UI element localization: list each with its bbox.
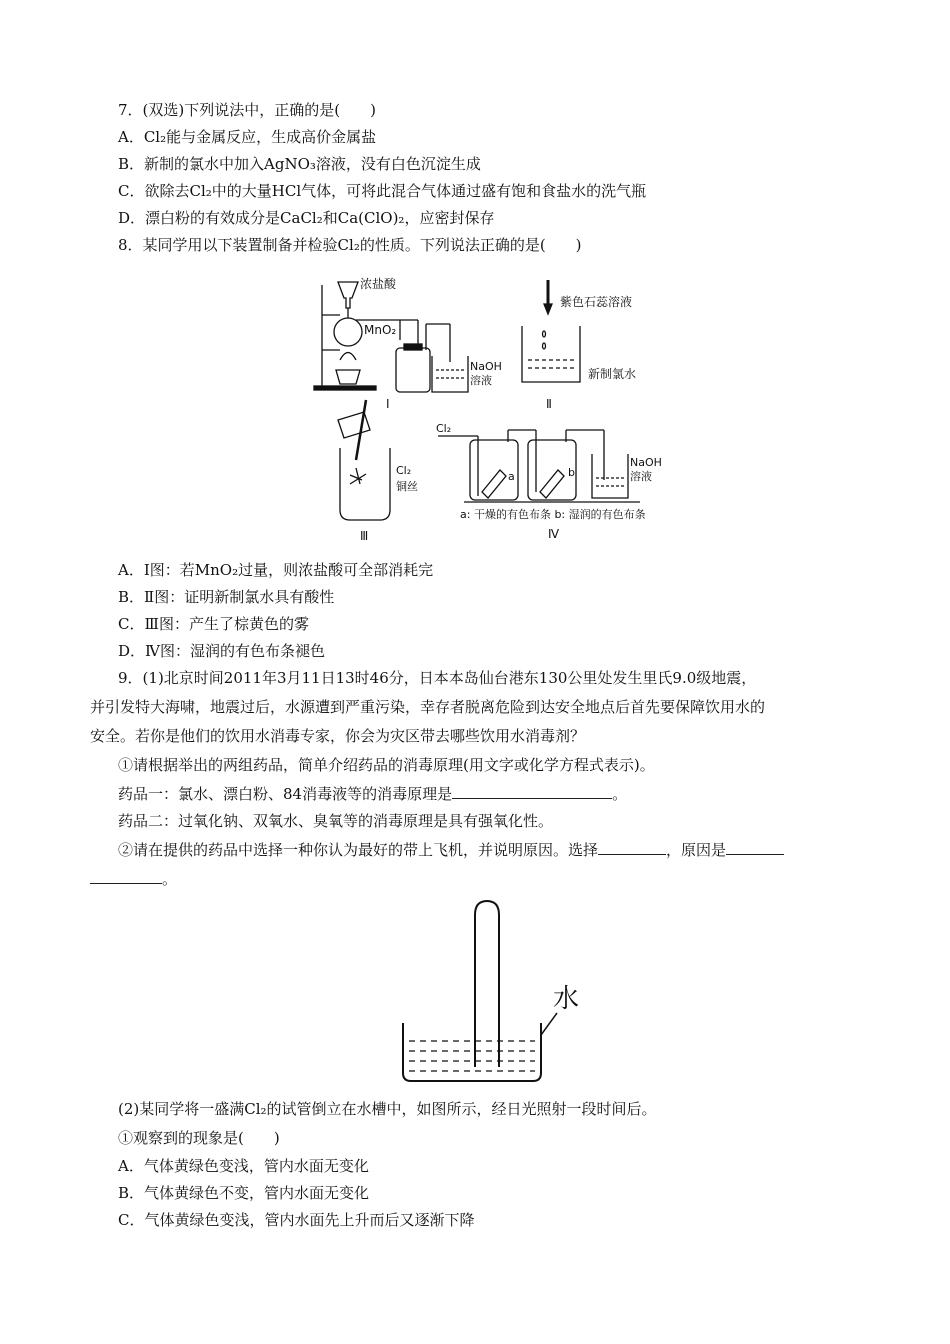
stand-base xyxy=(314,386,376,390)
label-naoh-1: NaOH xyxy=(470,360,502,373)
q9-para-line-2: 并引发特大海啸，地震过后，水源遭到严重污染，幸存者脱离危险到达安全地点后首先要保障饮用水的 xyxy=(90,698,766,716)
q8-apparatus-figure xyxy=(300,270,700,550)
q8-option-c[interactable]: C．Ⅲ图：产生了棕黄色的雾 xyxy=(118,615,309,633)
q7-option-c[interactable]: C．欲除去Cl₂中的大量HCl气体，可将此混合气体通过盛有饱和食盐水的洗气瓶 xyxy=(118,182,647,200)
q9-drug1-end: 。 xyxy=(612,785,628,803)
copper-wire xyxy=(356,400,366,460)
q9-sub2 xyxy=(118,840,784,860)
q9-part2-option-a[interactable]: A．气体黄绿色变浅，管内水面无变化 xyxy=(118,1157,369,1175)
q9-sub2-text-b: ，原因是 xyxy=(666,841,727,859)
q8-option-d[interactable]: D．Ⅳ图：湿润的有色布条褪色 xyxy=(118,642,326,660)
q7-option-b[interactable]: B．新制的氯水中加入AgNO₃溶液，没有白色沉淀生成 xyxy=(118,155,481,173)
beaker-2 xyxy=(522,326,580,382)
water-pointer xyxy=(541,1013,557,1035)
label-litmus: 紫色石蕊溶液 xyxy=(560,295,633,309)
alcohol-lamp xyxy=(336,370,360,384)
q9-drug1 xyxy=(118,784,627,804)
q9-para-line-1: 9．(1)北京时间2011年3月11日13时46分，日本本岛仙台港东130公里处发生里氏9.0级地震， xyxy=(118,669,757,687)
q9-part2-sub1: ①观察到的现象是( ) xyxy=(118,1129,280,1147)
q8-stem: 8．某同学用以下装置制备并检验Cl₂的性质。下列说法正确的是( ) xyxy=(118,236,582,254)
label-hcl: 浓盐酸 xyxy=(360,277,397,291)
label-roman-3: Ⅲ xyxy=(360,529,369,543)
q7-option-d[interactable]: D．漂白粉的有效成分是CaCl₂和Ca(ClO)₂，应密封保存 xyxy=(118,209,495,227)
q9-part2-option-c[interactable]: C．气体黄绿色变浅，管内水面先上升而后又逐渐下降 xyxy=(118,1211,475,1229)
q9-sub1: ①请根据举出的两组药品，简单介绍药品的消毒原理(用文字或化学方程式表示)。 xyxy=(118,756,655,774)
water-trough xyxy=(403,1023,541,1081)
q9-part2-option-b[interactable]: B．气体黄绿色不变，管内水面无变化 xyxy=(118,1184,370,1202)
label-rongye-1: 溶液 xyxy=(470,374,492,387)
naoh-beaker-2 xyxy=(592,454,628,498)
q7-option-a[interactable]: A．Cl₂能与金属反应，生成高价金属盐 xyxy=(118,128,377,146)
label-rongye-2: 溶液 xyxy=(630,470,652,483)
q9-reason-blank-1[interactable] xyxy=(726,840,784,855)
label-chlorine-water: 新制氯水 xyxy=(588,367,637,381)
q9-choice-blank[interactable] xyxy=(598,840,666,855)
q8-option-a[interactable]: A．Ⅰ图：若MnO₂过量，则浓盐酸可全部消耗完 xyxy=(118,561,434,579)
water-label: 水 xyxy=(553,984,580,1014)
label-cl2-a: Cl₂ xyxy=(396,464,412,477)
label-roman-4: Ⅳ xyxy=(548,527,560,541)
q9-test-tube-figure xyxy=(395,895,610,1090)
test-tube-right-wall xyxy=(475,901,499,1067)
q9-drug1-blank[interactable] xyxy=(452,784,612,799)
label-copper: 铜丝 xyxy=(396,480,418,493)
q9-drug2: 药品二：过氧化钠、双氧水、臭氧等的消毒原理是具有强氧化性。 xyxy=(118,812,554,830)
label-roman-2: Ⅱ xyxy=(546,397,552,411)
round-flask xyxy=(334,318,362,346)
gas-bottle-1 xyxy=(396,348,430,392)
q9-sub2-cont xyxy=(90,869,177,889)
gas-jar-3 xyxy=(340,448,390,520)
label-mno2: MnO₂ xyxy=(364,323,397,337)
label-b: b xyxy=(568,466,575,479)
dry-cloth-strip xyxy=(482,470,506,498)
q9-sub2-end: 。 xyxy=(162,870,178,888)
flame xyxy=(340,353,356,361)
q8-option-b[interactable]: B．Ⅱ图：证明新制氯水具有酸性 xyxy=(118,588,335,606)
q9-reason-blank-2[interactable] xyxy=(90,869,162,884)
label-naoh-2: NaOH xyxy=(630,456,662,469)
label-roman-1: Ⅰ xyxy=(386,397,390,411)
burning-sparks xyxy=(350,468,366,484)
q7-stem: 7．(双选)下列说法中，正确的是( ) xyxy=(118,101,376,119)
wet-cloth-strip xyxy=(540,470,564,498)
q9-part2: (2)某同学将一盛满Cl₂的试管倒立在水槽中，如图所示，经日光照射一段时间后。 xyxy=(118,1100,657,1118)
separatory-funnel xyxy=(338,282,358,308)
glass-plate xyxy=(338,412,370,438)
label-strip-note: a: 干燥的有色布条 b: 湿润的有色布条 xyxy=(460,508,646,521)
q9-drug1-text: 药品一：氯水、漂白粉、84消毒液等的消毒原理是 xyxy=(118,785,453,803)
q9-sub2-text-a: ②请在提供的药品中选择一种你认为最好的带上飞机，并说明原因。选择 xyxy=(118,841,599,859)
q9-para-line-3: 安全。若你是他们的饮用水消毒专家，你会为灾区带去哪些饮用水消毒剂？ xyxy=(90,727,586,745)
label-a: a xyxy=(508,470,515,483)
label-cl2-b: Cl₂ xyxy=(436,422,452,435)
